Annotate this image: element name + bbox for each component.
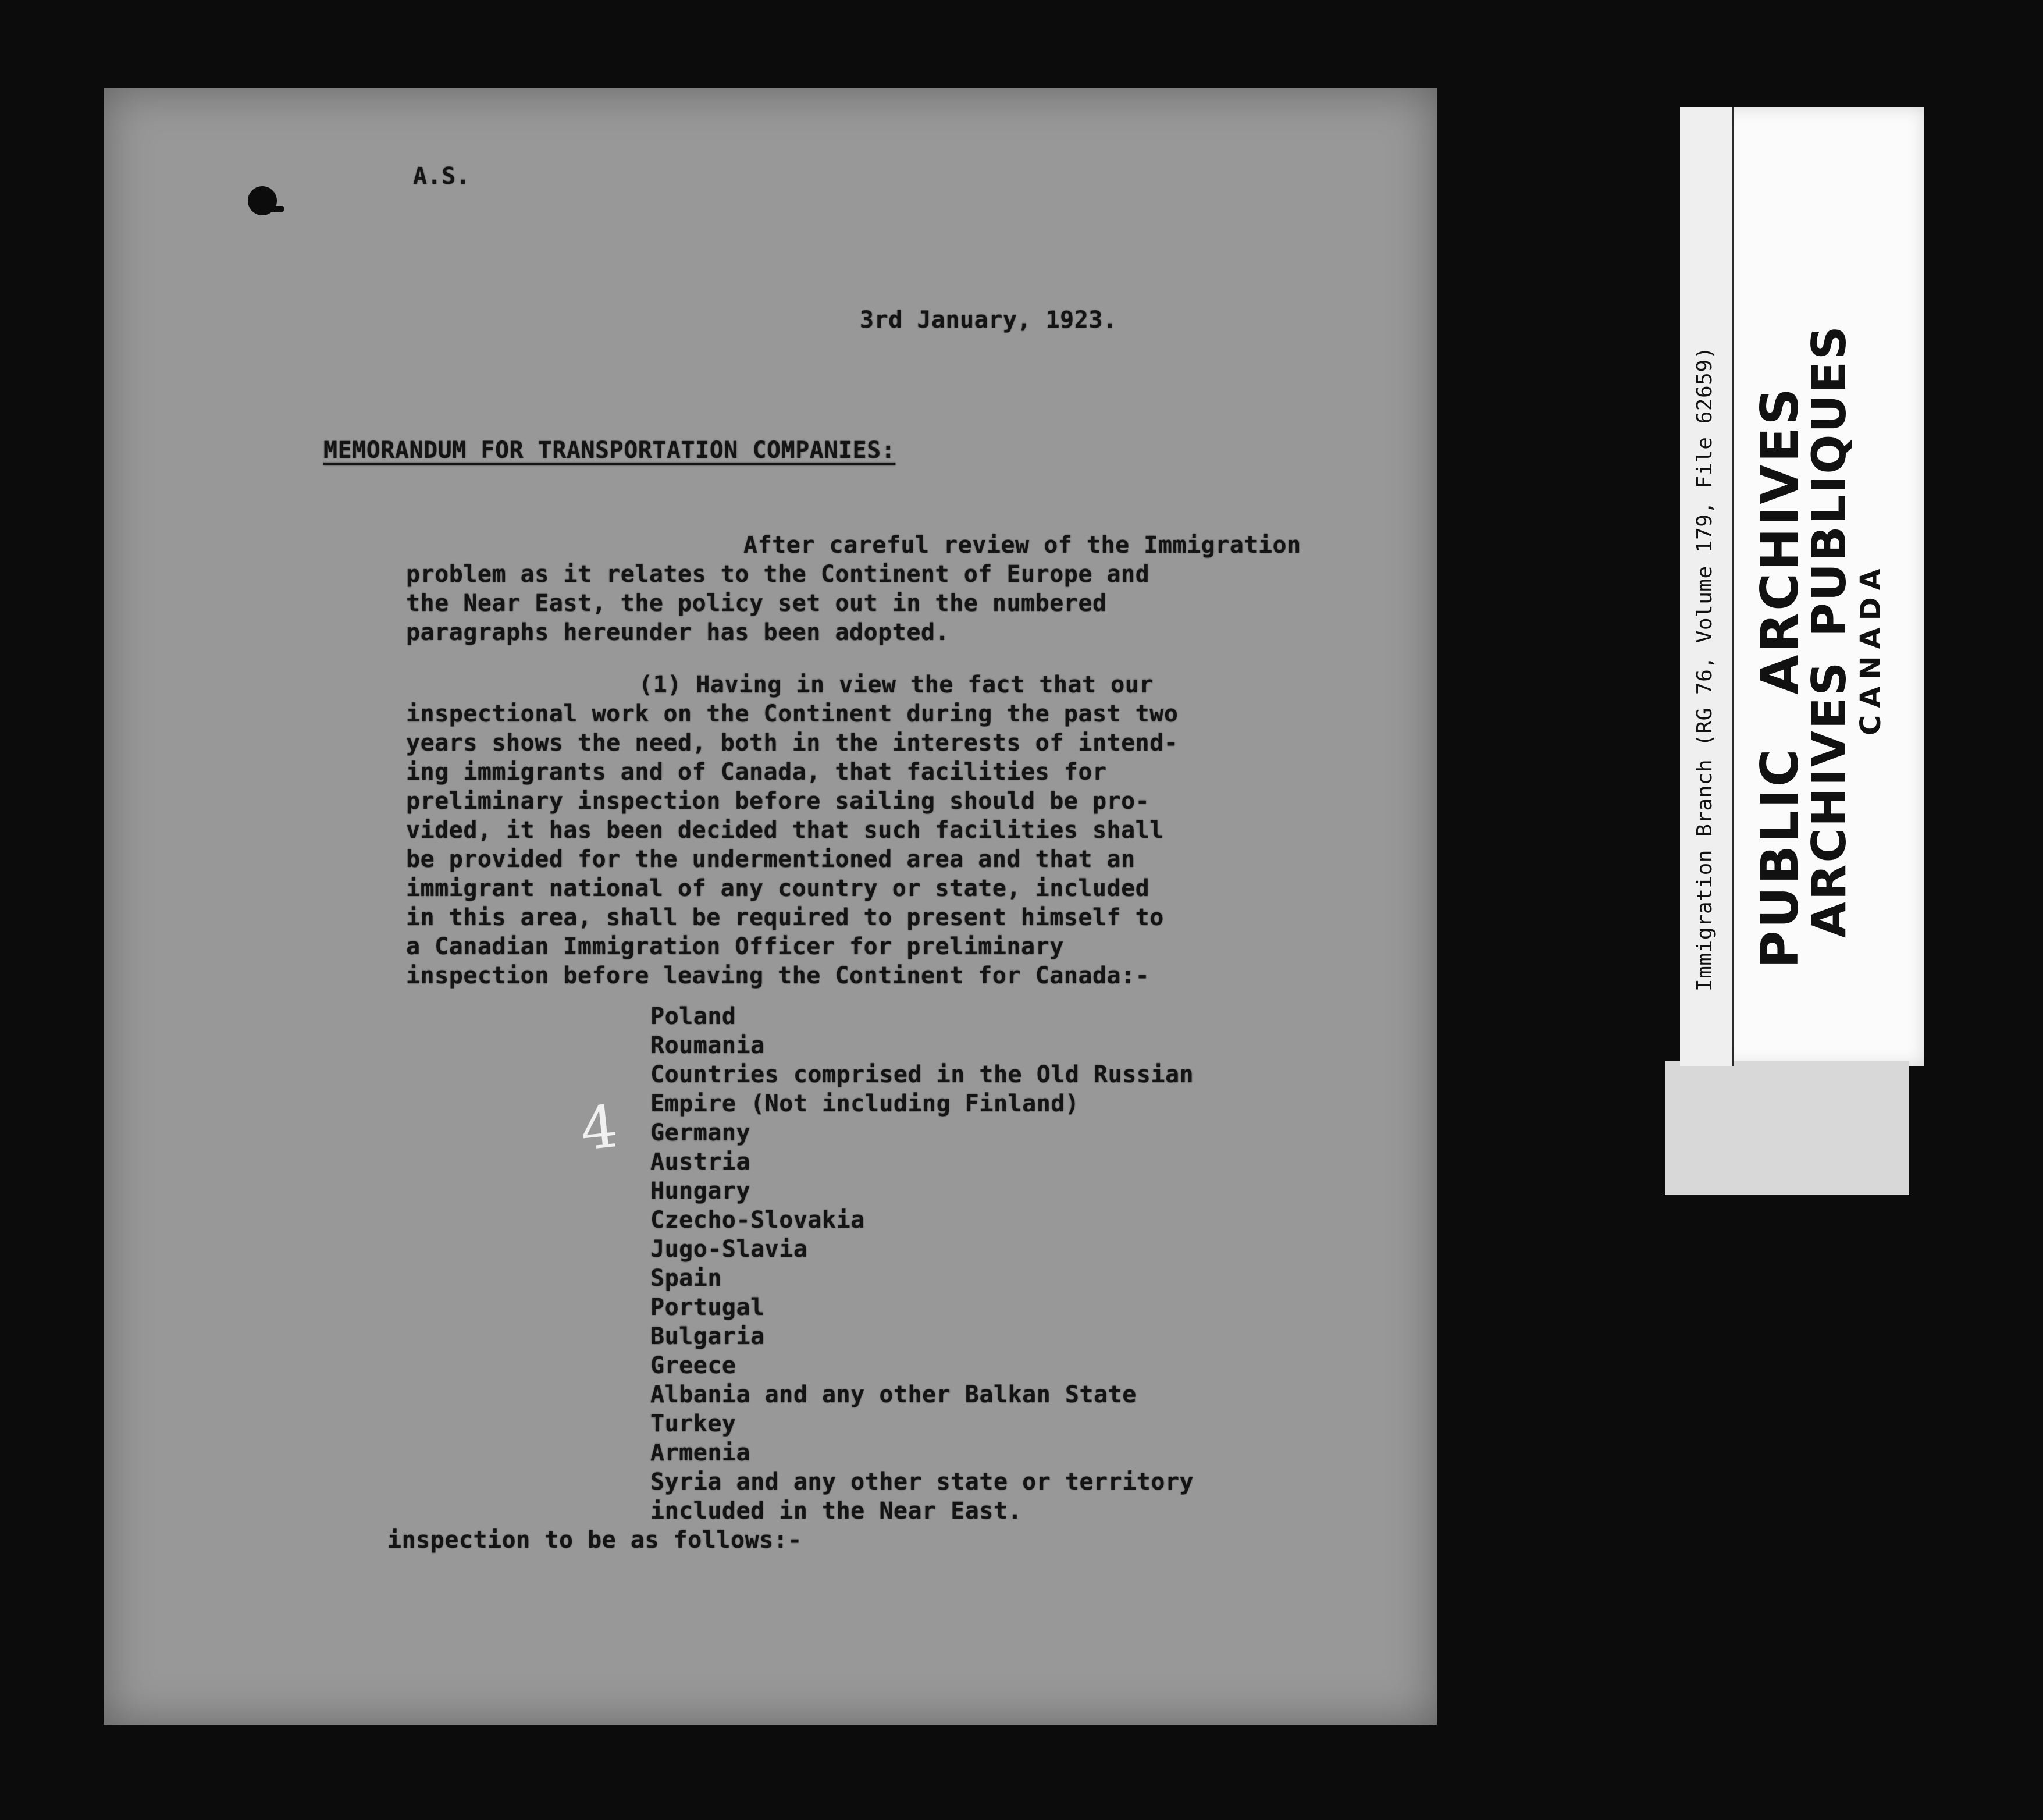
country-item: Poland <box>650 1003 736 1030</box>
paragraph-line: inspectional work on the Continent during the past two <box>406 701 1179 727</box>
country-item: Greece <box>650 1352 736 1379</box>
archive-stamp-word: ARCHIVES <box>1750 386 1810 695</box>
intro-line: problem as it relates to the Continent of Europe and <box>406 561 1150 588</box>
memo-page <box>104 88 1437 1725</box>
punch-hole-mark <box>248 186 277 215</box>
country-list <box>650 1002 1194 1526</box>
archive-stamp-card <box>1680 107 1924 1066</box>
country-item: Bulgaria <box>650 1323 765 1350</box>
country-item: Czecho-Slovakia <box>650 1207 865 1234</box>
sender-initials: A.S. <box>413 163 471 190</box>
archive-stamp-word: PUBLIC <box>1750 747 1810 968</box>
paragraph-line: (1) Having in view the fact that our <box>639 671 1154 698</box>
intro-line: paragraphs hereunder has been adopted. <box>406 619 950 646</box>
closing-line: inspection to be as follows:- <box>387 1527 802 1554</box>
archive-source-reference: Immigration Branch (RG 76, Volume 179, File 62659) <box>1693 346 1717 991</box>
country-item: included in the Near East. <box>650 1498 1023 1524</box>
numbered-paragraph-1 <box>406 670 1178 990</box>
country-item: Spain <box>650 1265 722 1292</box>
memo-heading: MEMORANDUM FOR TRANSPORTATION COMPANIES: <box>323 437 896 464</box>
intro-paragraph <box>406 531 1301 647</box>
country-item: Countries comprised in the Old Russian <box>650 1061 1194 1088</box>
country-item: Albania and any other Balkan State <box>650 1381 1137 1408</box>
country-item: Portugal <box>650 1294 765 1321</box>
archive-stamp-english <box>1750 386 1810 968</box>
paragraph-line: in this area, shall be required to present himself to <box>406 904 1164 931</box>
paragraph-line: preliminary inspection before sailing should be pro- <box>406 788 1150 815</box>
archive-stamp-french <box>1802 324 1856 938</box>
archive-stamp-word: PUBLIQUES <box>1802 324 1856 637</box>
paragraph-line: vided, it has been decided that such facilities shall <box>406 817 1164 844</box>
archive-stamp-word: ARCHIVES <box>1802 660 1856 938</box>
archive-stamp-country: CANADA <box>1855 561 1887 735</box>
country-item: Turkey <box>650 1410 736 1437</box>
country-item: Jugo-Slavia <box>650 1236 808 1263</box>
paragraph-line: be provided for the undermentioned area and that an <box>406 846 1136 873</box>
country-item: Roumania <box>650 1032 765 1059</box>
country-item: Germany <box>650 1119 751 1146</box>
card-back-panel <box>1665 1061 1909 1195</box>
country-item: Armenia <box>650 1439 751 1466</box>
paragraph-line: inspection before leaving the Continent for Canada:- <box>406 962 1150 989</box>
country-item: Empire (Not including Finland) <box>650 1090 1080 1117</box>
country-item: Austria <box>650 1149 751 1175</box>
paragraph-line: a Canadian Immigration Officer for preliminary <box>406 933 1064 960</box>
country-item: Syria and any other state or territory <box>650 1469 1194 1495</box>
intro-line: the Near East, the policy set out in the numbered <box>406 590 1107 617</box>
paragraph-line: ing immigrants and of Canada, that facilities for <box>406 759 1107 785</box>
country-item: Hungary <box>650 1178 751 1204</box>
paragraph-line: years shows the need, both in the interests of intend- <box>406 730 1179 756</box>
paragraph-line: immigrant national of any country or state, included <box>406 875 1150 902</box>
memo-date: 3rd January, 1923. <box>860 307 1117 333</box>
handwritten-page-mark: 4 <box>577 1092 621 1164</box>
intro-line: After careful review of the Immigration <box>743 532 1301 559</box>
